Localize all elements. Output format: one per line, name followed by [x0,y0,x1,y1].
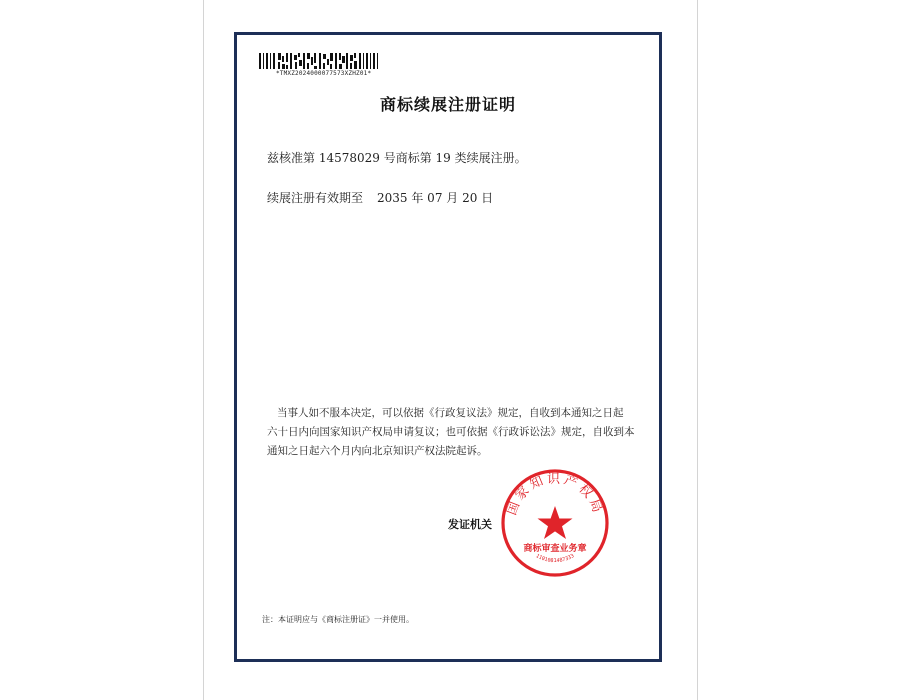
validity-label: 续展注册有效期至 [267,191,364,205]
issuer-label: 发证机关 [448,518,492,531]
validity-date: 2035 年 07 月 20 日 [377,191,494,205]
document-title: 商标续展注册证明 [379,95,516,114]
seal-org-name: 国家知识产权局 [504,471,606,518]
barcode-number: *TMXZ2024000077573XZHZ01* [276,70,372,77]
official-seal [500,468,610,578]
footnote: 注：本证明应与《商标注册证》一并使用。 [262,615,414,624]
approval-line: 兹核准第 14578029 号商标第 19 类续展注册。 [267,151,527,165]
notice-line: 通知之日起六个月内向北京知识产权法院起诉。 [267,445,488,457]
barcode [259,53,381,69]
appeal-notice [267,404,651,461]
seal-dept-name: 商标审查业务章 [523,544,587,554]
star-icon [538,506,573,539]
seal-code: 1101081487333 [534,553,576,565]
notice-line: 当事人如不服本决定，可以依据《行政复议法》规定，自收到本通知之日起 [277,407,624,419]
validity-line [267,189,493,206]
notice-line: 六十日内向国家知识产权局申请复议；也可依据《行政诉讼法》规定，自收到本 [267,426,635,438]
